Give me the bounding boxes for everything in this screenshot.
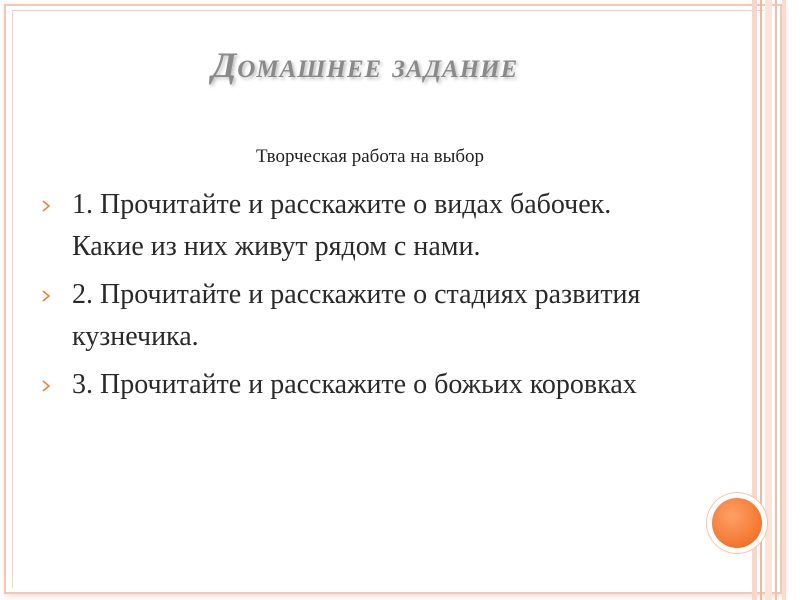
chevron-bullet-icon	[42, 200, 51, 212]
orange-circle-decoration	[712, 498, 762, 548]
list-item-text: 1. Прочитайте и расскажите о видах бабочек. Какие из них живут рядом с нами.	[72, 189, 612, 262]
decorative-stripe	[782, 0, 786, 600]
slide-title: Домашнее задание	[211, 45, 519, 85]
list-item-text: 3. Прочитайте и расскажите о божьих коровках	[72, 369, 637, 400]
decorative-stripe	[775, 0, 777, 600]
list-item	[40, 184, 690, 268]
slide-subtitle: Творческая работа на выбор	[255, 146, 485, 167]
decorative-stripe	[760, 0, 762, 600]
decorative-stripe	[765, 0, 772, 600]
list-item	[40, 364, 690, 406]
task-list	[40, 184, 690, 412]
list-item	[40, 274, 690, 358]
chevron-bullet-icon	[42, 380, 51, 392]
list-item-text: 2. Прочитайте и расскажите о стадиях развития кузнечика.	[72, 279, 641, 352]
chevron-bullet-icon	[42, 290, 51, 302]
